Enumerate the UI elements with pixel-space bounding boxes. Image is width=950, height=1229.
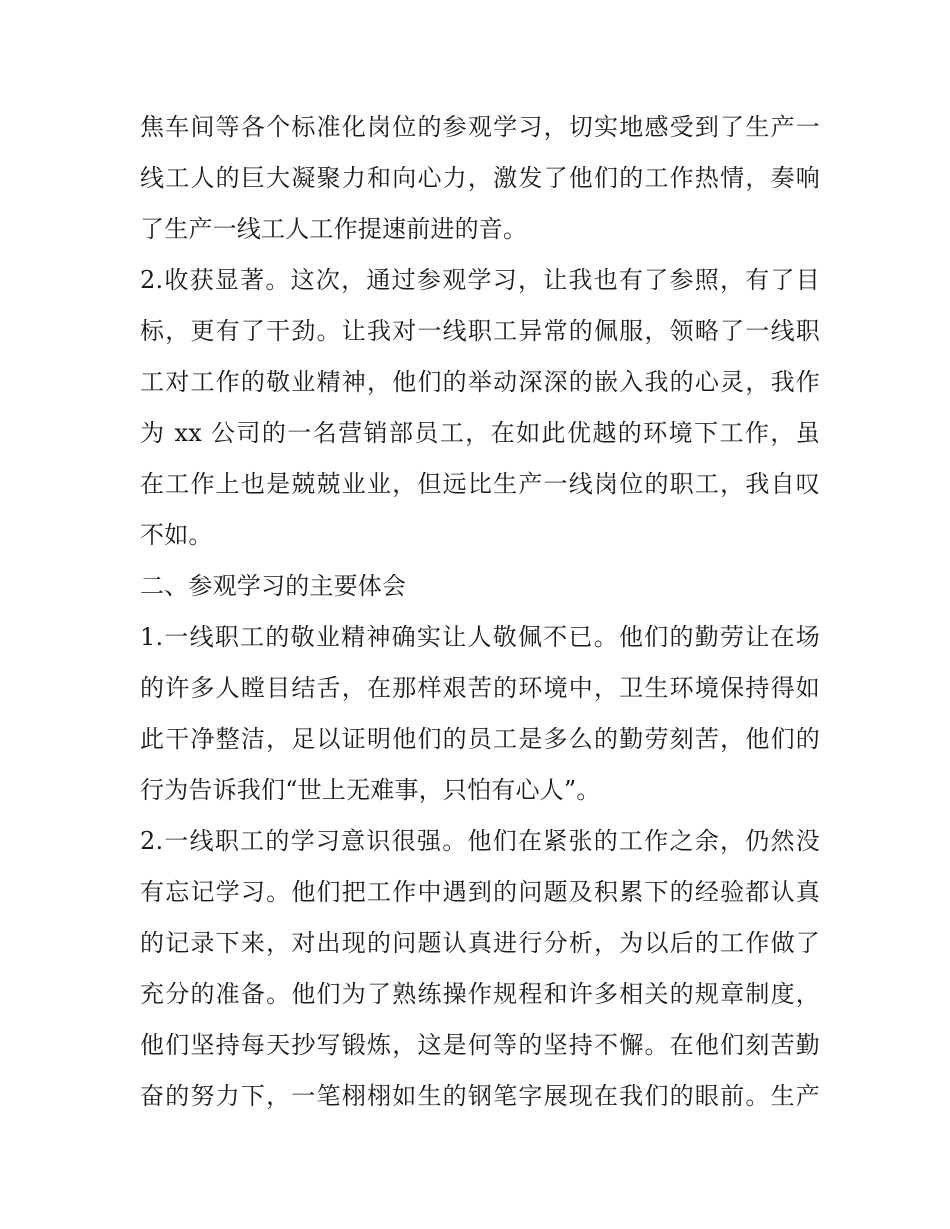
- text-line: 线工人的巨大凝聚力和向心力，激发了他们的工作热情，奏响: [140, 164, 820, 192]
- text-line: 1.一线职工的敬业精神确实让人敬佩不已。他们的勤劳让在场: [140, 623, 820, 651]
- body-text: [140, 102, 820, 1122]
- text-line: 行为告诉我们“世上无难事，只怕有心人”。: [140, 776, 601, 804]
- text-line: 充分的准备。他们为了熟练操作规程和许多相关的规章制度，: [140, 980, 820, 1008]
- text-line: 在工作上也是兢兢业业，但远比生产一线岗位的职工，我自叹: [140, 470, 820, 498]
- section-heading: 二、参观学习的主要体会: [140, 572, 407, 600]
- text-line: 的许多人瞠目结舌，在那样艰苦的环境中，卫生环境保持得如: [140, 674, 820, 702]
- text-line: 有忘记学习。他们把工作中遇到的问题及积累下的经验都认真: [140, 878, 820, 906]
- text-line: 的记录下来，对出现的问题认真进行分析，为以后的工作做了: [140, 929, 820, 957]
- text-line: 焦车间等各个标准化岗位的参观学习，切实地感受到了生产一: [140, 113, 820, 141]
- text-line: 了生产一线工人工作提速前进的音。: [140, 215, 528, 243]
- text-line: 2.收获显著。这次，通过参观学习，让我也有了参照，有了目: [140, 266, 820, 294]
- text-line: 标，更有了干劲。让我对一线职工异常的佩服，领略了一线职: [140, 317, 820, 345]
- text-line: 2.一线职工的学习意识很强。他们在紧张的工作之余，仍然没: [140, 827, 820, 855]
- text-line: 工对工作的敬业精神，他们的举动深深的嵌入我的心灵，我作: [140, 368, 820, 396]
- text-line: 奋的努力下，一笔栩栩如生的钢笔字展现在我们的眼前。生产: [140, 1082, 820, 1110]
- text-line: 为 xx 公司的一名营销部员工，在如此优越的环境下工作，虽: [140, 419, 820, 447]
- text-line: 他们坚持每天抄写锻炼，这是何等的坚持不懈。在他们刻苦勤: [140, 1031, 820, 1059]
- text-line: 不如。: [140, 521, 213, 549]
- text-line: 此干净整洁，足以证明他们的员工是多么的勤劳刻苦，他们的: [140, 725, 820, 753]
